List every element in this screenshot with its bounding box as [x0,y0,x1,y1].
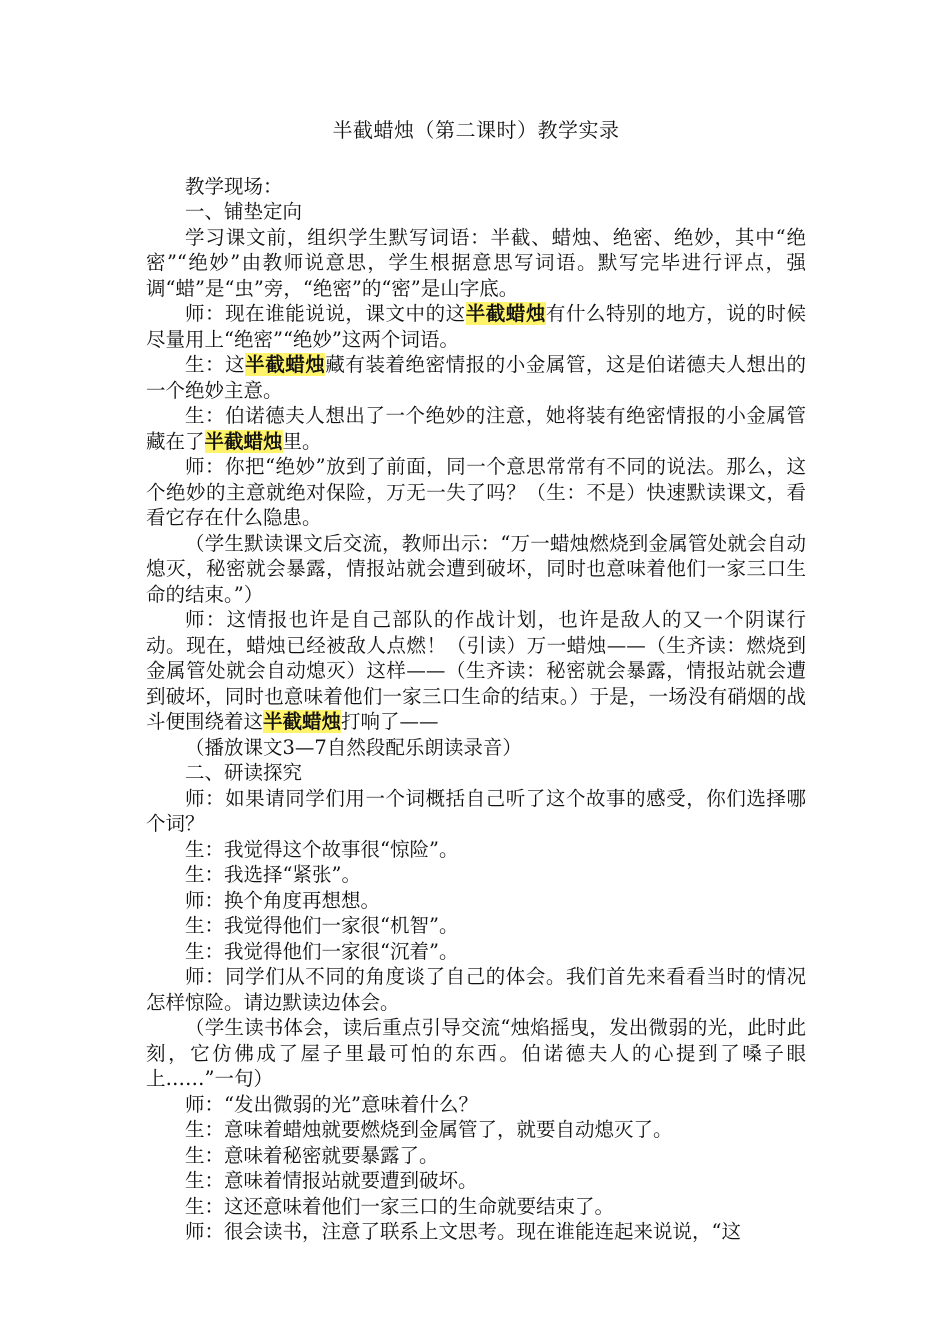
text-run: 有什么特别的地方，说的时候尽量用上“绝密”“绝妙”这两个词语。 [146,302,806,351]
text-run: 生：这还意味着他们一家三口的生命就要结束了。 [185,1194,615,1218]
paragraph [146,964,806,1015]
paragraph [146,913,806,939]
paragraph [146,888,806,914]
text-run: 师：现在谁能说说，课文中的这 [185,302,466,325]
paragraph [146,607,806,735]
paragraph [146,403,806,454]
paragraph [146,531,806,608]
text-run: 生：我觉得这个故事很“惊险”。 [185,837,459,861]
text-run: 师：如果请同学们用一个词概括自己听了这个故事的感受，你们选择哪个词？ [146,786,806,835]
text-run: 生：意味着秘密就要暴露了。 [185,1143,439,1167]
document-page [146,118,806,1245]
text-run: 师：很会读书，注意了联系上文思考。现在谁能连起来说说，“这 [185,1220,741,1243]
paragraph [146,301,806,352]
text-run: 生：我觉得他们一家很“沉着”。 [185,939,459,963]
paragraph [146,939,806,965]
paragraph [146,1092,806,1118]
text-run: 师：“发出微弱的光”意味着什么？ [185,1092,478,1116]
paragraph [146,1015,806,1092]
paragraph [146,199,806,225]
text-run: 里。 [282,429,322,453]
paragraph [146,837,806,863]
text-run: 生：伯诺德夫人想出了一个绝妙的注意，她将装有绝密情报的小金属管藏在了 [146,404,806,453]
paragraph [146,454,806,531]
highlighted-term: 半截蜡烛 [204,429,283,453]
text-run: （播放课文3—7自然段配乐朗读录音） [185,735,522,759]
text-run: 师：换个角度再想想。 [185,888,381,912]
text-run: 学习课文前，组织学生默写词语：半截、蜡烛、绝密、绝妙，其中“绝密”“绝妙”由教师说意思，学生根据意思写词语。默写完毕进行评点，强调“蜡”是“虫”旁，“绝密”的“密”是山字底。 [146,225,806,300]
text-run: 师：同学们从不同的角度谈了自己的体会。我们首先来看看当时的情况怎样惊险。请边默读边体会。 [146,965,806,1014]
text-run: 生：意味着情报站就要遭到破坏。 [185,1169,478,1192]
paragraph [146,174,806,200]
paragraph [146,225,806,302]
paragraph [146,1117,806,1143]
paragraph [146,352,806,403]
paragraph [146,1143,806,1169]
text-run: （学生读书体会，读后重点引导交流“烛焰摇曳，发出微弱的光，此时此刻，它仿佛成了屋子里最可怕的东西。伯诺德夫人的心提到了嗓子眼上……”一句） [146,1016,806,1090]
paragraph [146,862,806,888]
paragraph [146,786,806,837]
text-run: 教学现场： [185,174,283,198]
text-run: 生：我觉得他们一家很“机智”。 [185,914,459,937]
text-run: 师：你把“绝妙”放到了前面，同一个意思常常有不同的说法。那么，这个绝妙的主意就绝对保险，万无一失了吗？（生：不是）快速默读课文，看看它存在什么隐患。 [146,455,806,529]
text-run: （学生默读课文后交流，教师出示：“万一蜡烛燃烧到金属管处就会自动熄灭，秘密就会暴露，情报站就会遭到破坏，同时也意味着他们一家三口生命的结束。”） [146,531,806,606]
text-run: 生：这 [185,353,246,376]
paragraph [146,1219,806,1245]
highlighted-term: 半截蜡烛 [263,710,342,733]
text-run: 打响了—— [341,710,439,733]
highlighted-term: 半截蜡烛 [245,353,326,376]
text-run: 生：意味着蜡烛就要燃烧到金属管了，就要自动熄灭了。 [185,1118,673,1141]
paragraph [146,735,806,761]
text-run: 生：我选择“紧张”。 [185,863,361,886]
highlighted-term: 半截蜡烛 [465,302,546,325]
document-title: 半截蜡烛（第二课时）教学实录 [332,118,620,142]
text-run: 一、铺垫定向 [185,200,303,223]
paragraph [146,1194,806,1220]
document-body [146,174,806,1245]
text-run: 二、研读探究 [185,761,303,784]
text-run: 藏有装着绝密情报的小金属管，这是伯诺德夫人想出的一个绝妙主意。 [146,353,806,402]
text-run: 师：这情报也许是自己部队的作战计划，也许是敌人的又一个阴谋行动。现在，蜡烛已经被敌人点燃！（引读）万一蜡烛——（生齐读：燃烧到金属管处就会自动熄灭）这样——（生齐读：秘密就会暴露，情报站就会遭到破坏，同时也意味着他们一家三口生命的结束。）于是，一场没有硝烟的战斗便围绕着这 [146,608,806,733]
paragraph [146,1168,806,1194]
paragraph [146,760,806,786]
